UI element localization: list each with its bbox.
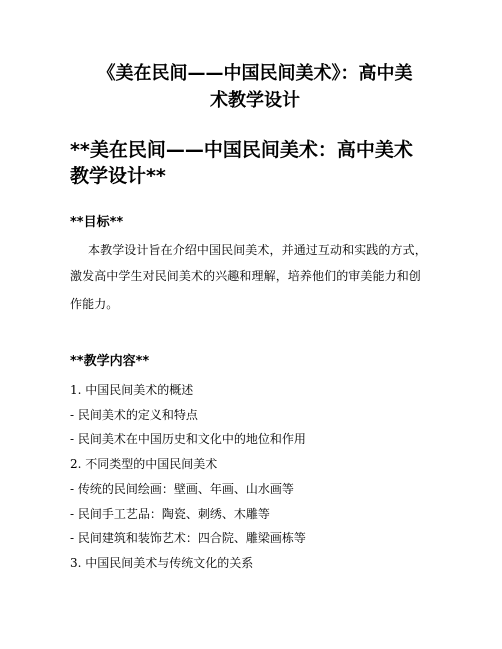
- list-item: 2. 不同类型的中国民间美术: [70, 457, 218, 472]
- list-item: - 传统的民间绘画：壁画、年画、山水画等: [70, 481, 294, 496]
- section-heading-line-1: **美在民间——中国民间美术：高中美术: [70, 139, 413, 161]
- goal-paragraph: [70, 237, 465, 317]
- section-heading: [70, 137, 450, 189]
- list-item: - 民间手工艺品：陶瓷、刺绣、木雕等: [70, 506, 270, 521]
- content-heading: **教学内容**: [70, 354, 150, 369]
- document-title-line-2: 术教学设计: [210, 90, 300, 111]
- list-item: - 民间美术的定义和特点: [70, 407, 198, 422]
- section-heading-line-2: 教学设计**: [70, 165, 166, 187]
- content-list: [70, 378, 306, 576]
- goal-heading: **目标**: [70, 215, 124, 230]
- list-item: 1. 中国民间美术的概述: [70, 383, 194, 397]
- document-title: [70, 60, 440, 114]
- document-title-line-1: 《美在民间——中国民间美术》：高中美: [97, 63, 413, 84]
- goal-paragraph-line-2: 激发高中学生对民间美术的兴趣和理解，培养他们的审美能力和创: [70, 269, 421, 283]
- goal-paragraph-line-1: 本教学设计旨在介绍中国民间美术，并通过互动和实践的方式，: [88, 243, 427, 257]
- goal-paragraph-line-3: 作能力。: [70, 297, 119, 311]
- list-item: - 民间美术在中国历史和文化中的地位和作用: [70, 432, 306, 447]
- list-item: 3. 中国民间美术与传统文化的关系: [70, 555, 254, 570]
- list-item: - 民间建筑和装饰艺术：四合院、雕梁画栋等: [70, 531, 306, 546]
